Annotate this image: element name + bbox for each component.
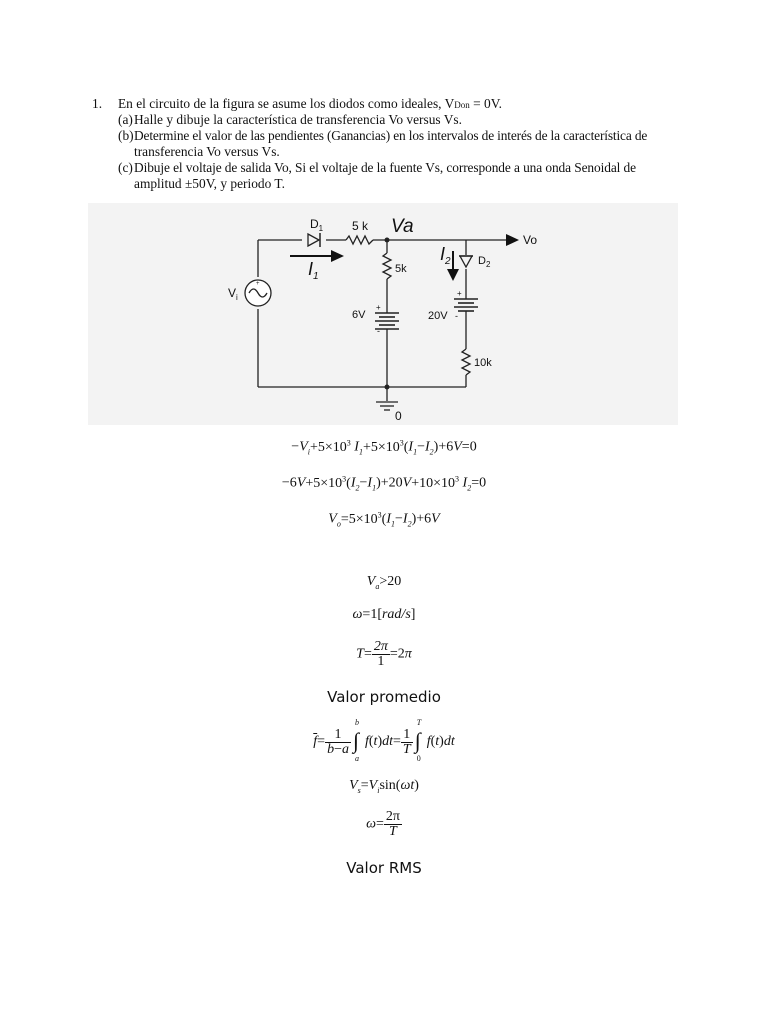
equation-3: $V_o=5\times 10^3(I_1-I_2)+6V$ [328,510,440,529]
equation-6: T= $\frac{2\pi}{1}$ =2π [356,639,412,669]
problem-number: 1. [92,96,103,111]
bat2-minus: - [455,311,458,321]
battery-20v-icon [454,299,478,311]
equation-5: ω=1[rad/s] [352,607,416,622]
i1-label: $I_1$ [308,259,319,282]
svg-text:+: + [256,281,260,287]
r-bot-label: 10k [474,357,492,369]
i2-label: $I_2$ [440,244,451,267]
equation-9: ω= $\frac{2\pi}{T}$ [366,809,400,839]
bat1-label: 6V [352,309,366,321]
vi-label: $V_i$ [228,286,238,302]
equation-4: $V_a>20$ [366,574,402,591]
circuit-diagram [88,203,678,425]
d1-label: $D_1$ [310,217,324,233]
bat1-minus: - [377,326,380,336]
ground-label: 0 [395,409,402,423]
r-top-label: 5 k [352,219,369,233]
vo-label: Vo [523,233,538,247]
d2-label: $D_2$ [478,255,491,269]
bat2-label: 20V [428,310,448,322]
bat1-plus: + [376,303,381,312]
item-b: (b) Determine el valor de las pendientes (Ganancias) en los intervalos de interés de la característica de transferencia Vo versus Vs. [118,128,648,159]
circuit-figure [88,203,678,425]
r-mid-label: 5k [395,263,407,275]
diode-d1-icon [308,233,320,247]
equation-8: $V_s=V_i\sin(\omega t)$ [349,778,419,795]
problem-intro: En el circuito de la figura se asume los diodos como ideales, VDon = 0V. [118,96,503,111]
heading-valor-promedio: Valor promedio [327,688,441,706]
equation-2: $-6V+5\times 10^3(I_2-I_1)+20V+10\times 10^3$ $I_2=0$ [281,474,487,493]
bat2-plus: + [457,289,462,298]
heading-valor-rms: Valor RMS [346,859,422,877]
equation-7: $\overline{f}=$ $\frac{1}{b-a}$ b ∫ a f(t)dt= $\frac{1}{T}$ T ∫ 0 f(t)dt [313,718,455,763]
i1-arrow-icon [290,250,344,262]
equation-1: $-V_i+5\times 10^3$ $I_1+5\times 10^3(I_1-I_2)+6V=0$ [291,438,477,457]
vo-arrow-icon [506,234,519,246]
va-label: Va [391,216,414,237]
diode-d2-icon [459,256,473,267]
item-c: (c) Dibuje el voltaje de salida Vo, Si el voltaje de la fuente Vs, corresponde a una onda Senoidal de amplitud ±50V, y periodo T. [118,160,636,191]
